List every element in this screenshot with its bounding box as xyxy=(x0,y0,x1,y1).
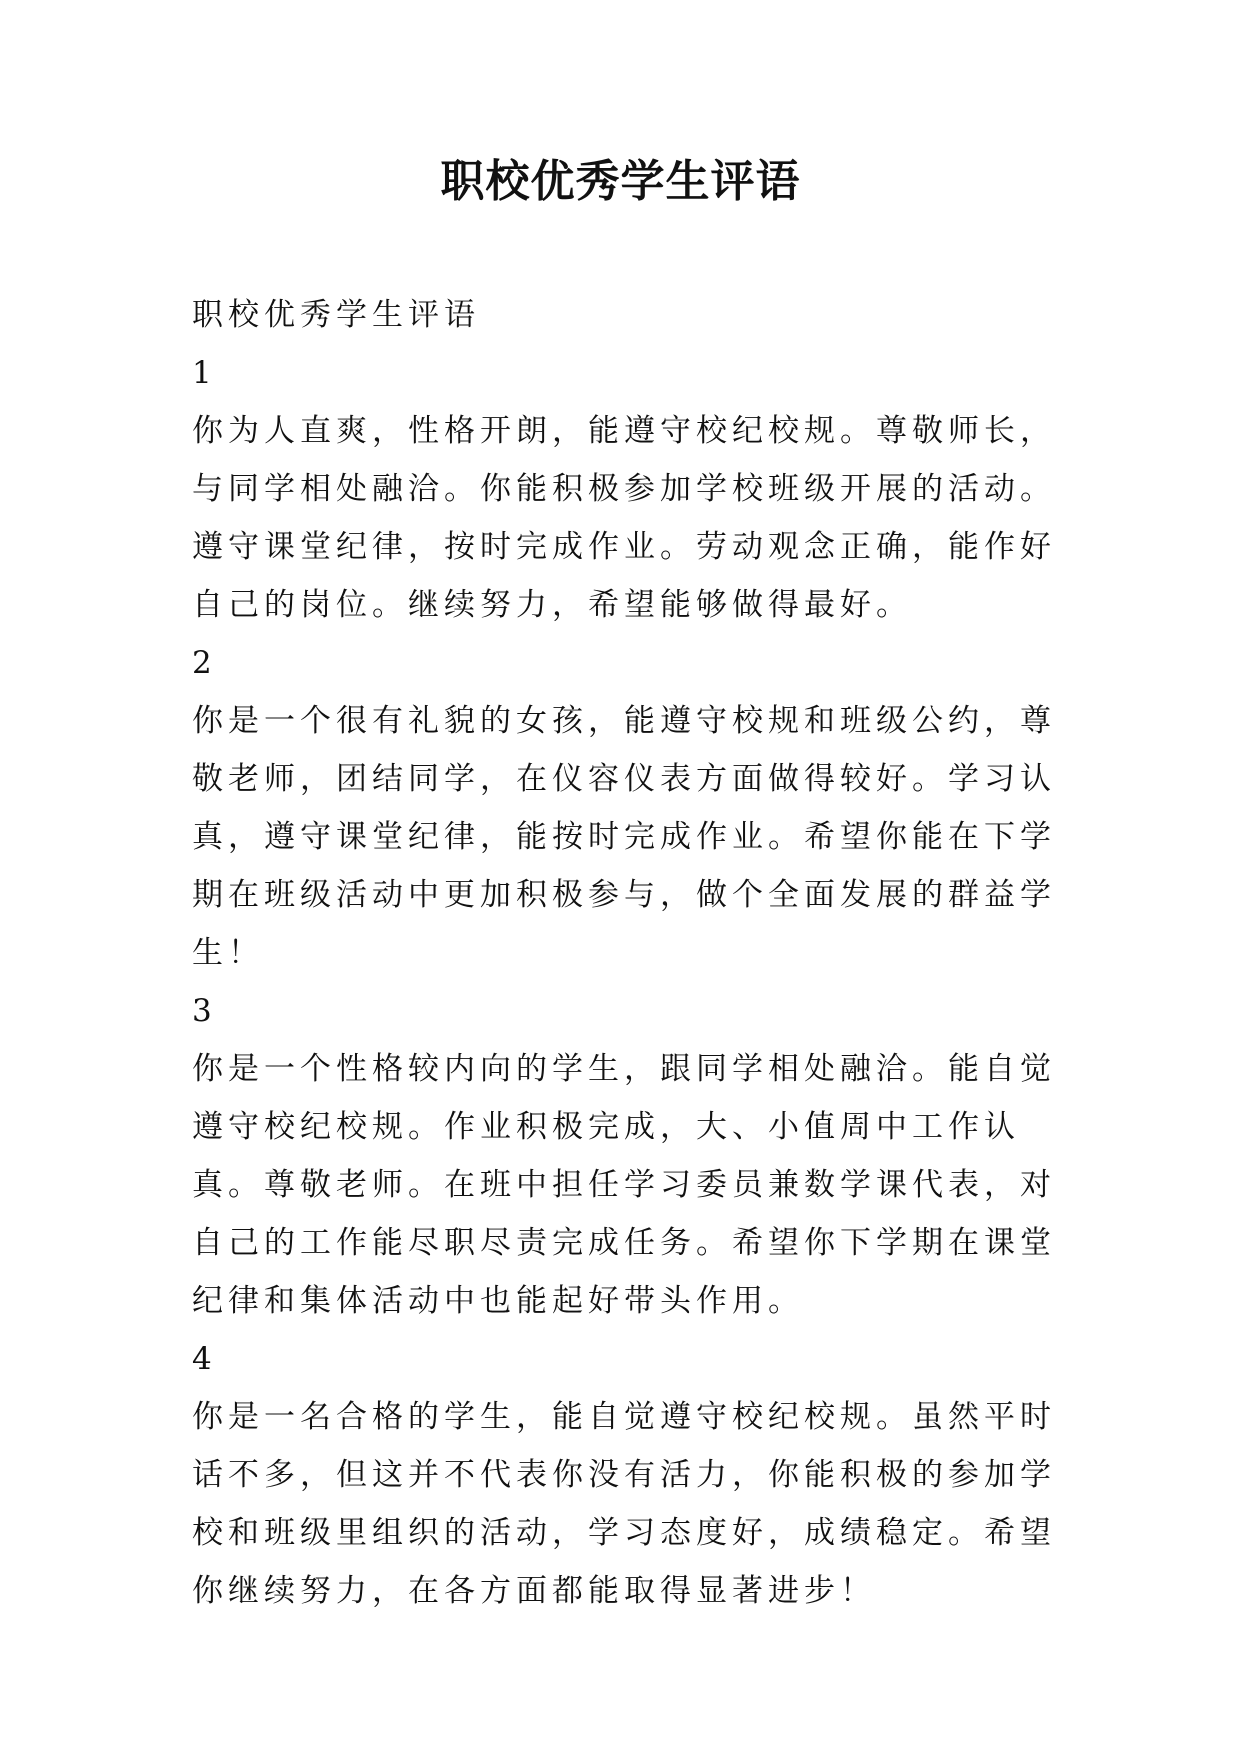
document-title: 职校优秀学生评语 xyxy=(440,156,801,207)
entry-number: 4 xyxy=(192,1341,212,1377)
entry-number: 1 xyxy=(192,355,212,391)
entry-number: 2 xyxy=(192,645,212,681)
entry-text: 你是一个性格较内向的学生，跟同学相处融洽。能自觉遵守校纪校规。作业积极完成，大、小值周中工作认真。尊敬老师。在班中担任学习委员兼数学课代表，对自己的工作能尽职尽责完成任务。希望你下学期在课堂纪律和集体活动中也能起好带头作用。 xyxy=(192,1051,1056,1319)
entry-text: 你是一个很有礼貌的女孩，能遵守校规和班级公约，尊敬老师，团结同学，在仪容仪表方面做得较好。学习认真，遵守课堂纪律，能按时完成作业。希望你能在下学期在班级活动中更加积极参与，做个全面发展的群益学生！ xyxy=(192,703,1056,971)
document-subtitle: 职校优秀学生评语 xyxy=(192,297,480,333)
entry-text: 你为人直爽，性格开朗，能遵守校纪校规。尊敬师长，与同学相处融洽。你能积极参加学校班级开展的活动。遵守课堂纪律，按时完成作业。劳动观念正确，能作好自己的岗位。继续努力，希望能够做得最好。 xyxy=(192,413,1056,623)
document-body xyxy=(192,286,1072,1620)
entry-number: 3 xyxy=(192,993,212,1029)
entry-text: 你是一名合格的学生，能自觉遵守校纪校规。虽然平时话不多，但这并不代表你没有活力，你能积极的参加学校和班级里组织的活动，学习态度好，成绩稳定。希望你继续努力，在各方面都能取得显著进步！ xyxy=(192,1399,1056,1609)
